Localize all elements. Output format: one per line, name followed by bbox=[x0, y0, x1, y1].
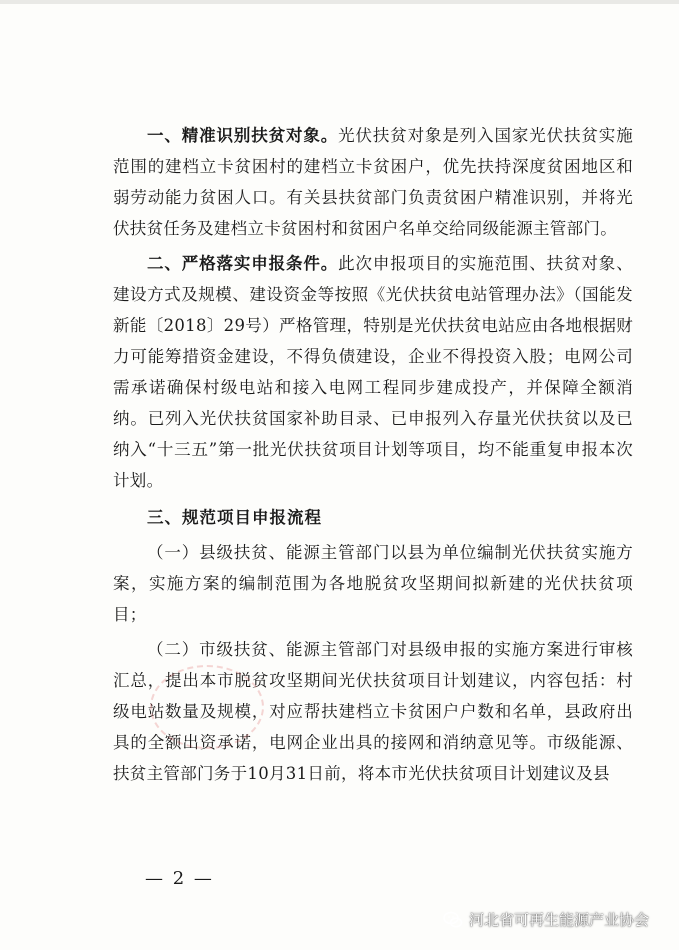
wechat-icon bbox=[443, 910, 463, 930]
page-number: — 2 — bbox=[145, 868, 214, 889]
paragraph-county-level: （一）县级扶贫、能源主管部门以县为单位编制光伏扶贫实施方案，实施方案的编制范围为各地脱贫攻坚期间拟新建的光伏扶贫项目； bbox=[113, 543, 633, 624]
paragraph-precise-identification bbox=[113, 120, 633, 244]
paragraph-text: 光伏扶贫对象是列入国家光伏扶贫实施范围的建档立卡贫困村的建档立卡贫困户，优先扶持深度贫困地区和弱劳动能力贫困人口。有关县扶贫部门负责贫困户精准识别，并将光伏扶贫任务及建档立卡贫困村和贫困户名单交给同级能源主管部门。 bbox=[113, 126, 633, 238]
paragraph-city-level: （二）市级扶贫、能源主管部门对县级申报的实施方案进行审核汇总，提出本市脱贫攻坚期间光伏扶贫项目计划建议，内容包括：村级电站数量及规模，对应帮扶建档立卡贫困户户数和名单，县政府出具的全额出资承诺，电网企业出具的接网和消纳意见等。市级能源、扶贫主管部门务于10月31日前，将本市光伏扶贫项目计划建议及县 bbox=[113, 640, 633, 783]
paragraph-application-conditions bbox=[113, 248, 633, 496]
section-title: 三、规范项目申报流程 bbox=[147, 508, 322, 527]
page-top-edge bbox=[0, 0, 679, 4]
paragraph-heading: 一、精准识别扶贫对象。 bbox=[147, 126, 339, 145]
paragraph-heading: 二、严格落实申报条件。 bbox=[147, 254, 339, 273]
watermark bbox=[443, 909, 649, 930]
official-seal-mark bbox=[150, 665, 264, 749]
paragraph-text: 此次申报项目的实施范围、扶贫对象、建设方式及规模、建设资金等按照《光伏扶贫电站管理办法》（国能发新能〔2018〕29号）严格管理，特别是光伏扶贫电站应由各地根据财力可能筹措资金建设，不得负债建设，企业不得投资入股；电网公司需承诺确保村级电站和接入电网工程同步建成投产，并保障全额消纳。已列入光伏扶贫国家补助目录、已申报列入存量光伏扶贫以及已纳入“十三五”第一批光伏扶贫项目计划等项目，均不能重复申报本次计划。 bbox=[113, 254, 633, 490]
watermark-text: 河北省可再生能源产业协会 bbox=[468, 911, 649, 929]
